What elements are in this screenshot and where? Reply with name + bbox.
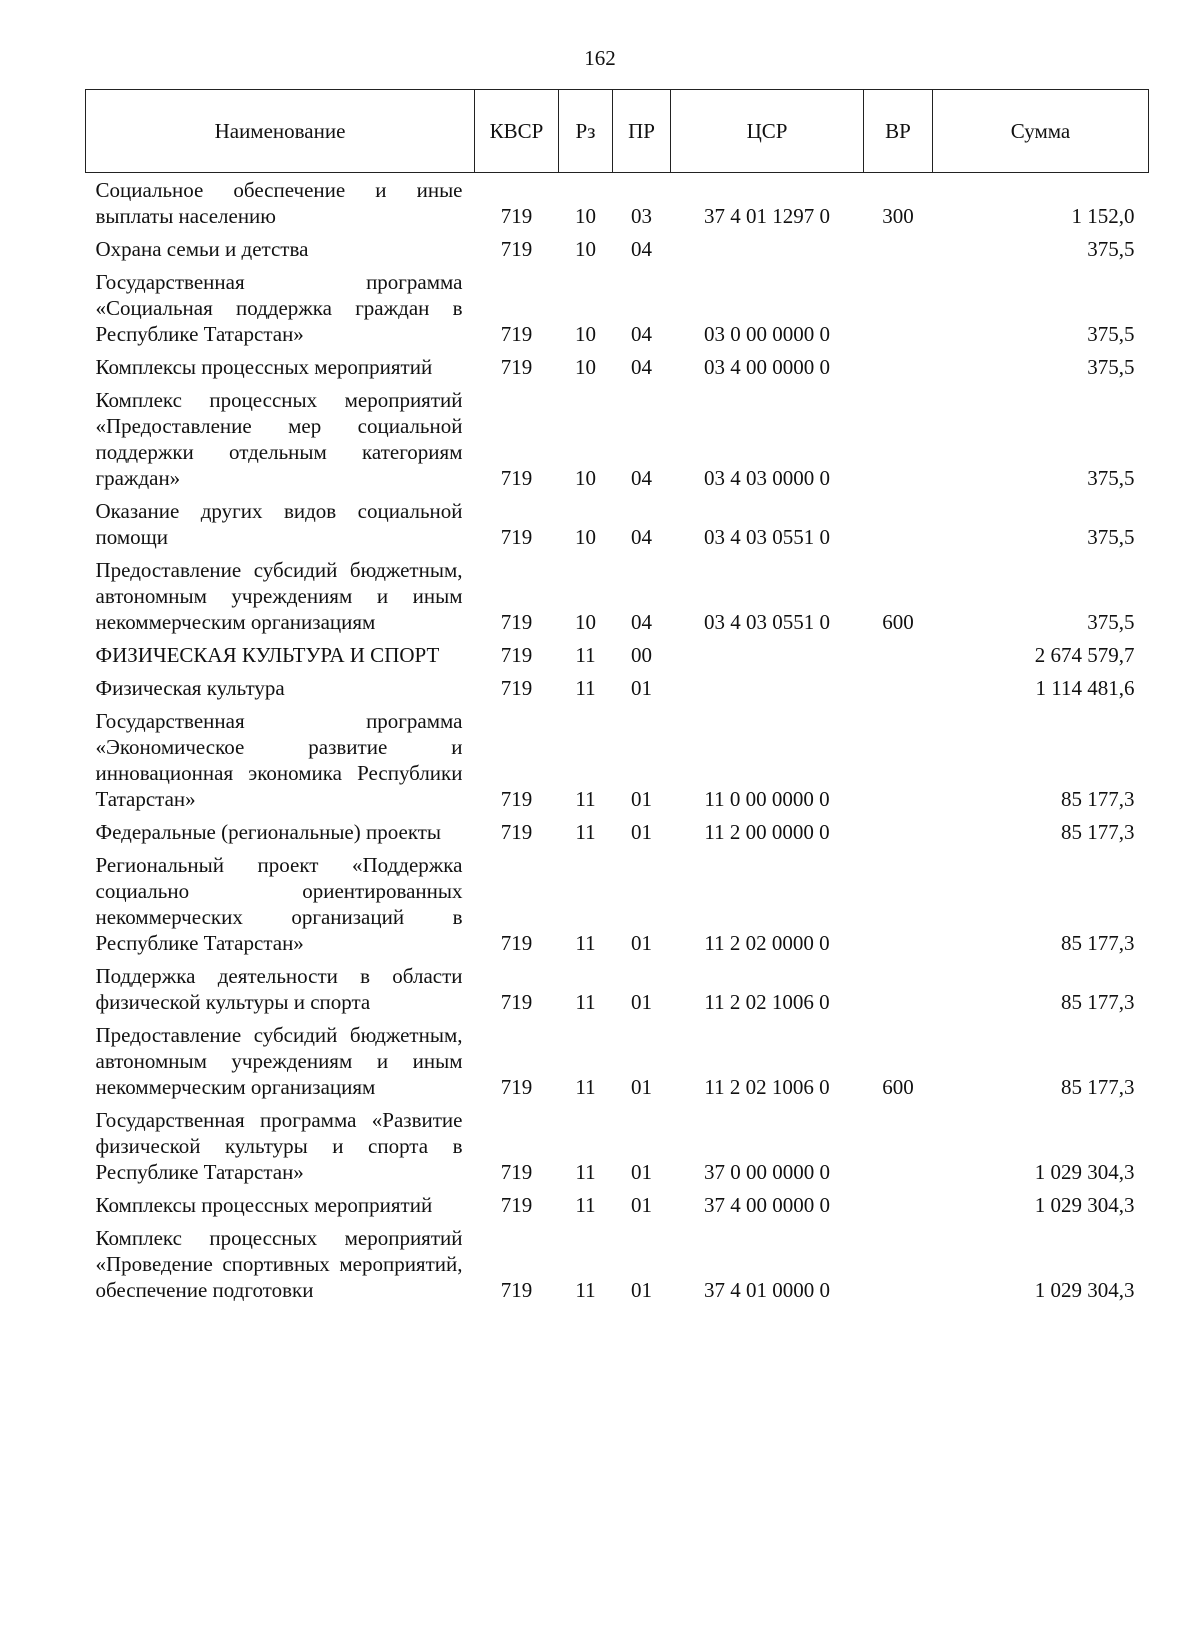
table-row [86, 1188, 1149, 1221]
page-number: 162 [584, 46, 616, 70]
row-pr-cell: 04 [631, 525, 652, 549]
row-name-cell: Предоставление субсидий бюджетным, автономным учреждениям и иным некоммерческим организациям [95, 1023, 463, 1099]
row-name-cell: Предоставление субсидий бюджетным, автономным учреждениям и иным некоммерческим организациям [95, 558, 463, 634]
row-rz-cell: 11 [575, 643, 596, 667]
row-sum-cell: 1 029 304,3 [1034, 1160, 1135, 1184]
row-name-cell: Поддержка деятельности в области физической культуры и спорта [95, 964, 463, 1014]
row-pr-cell: 00 [631, 643, 652, 667]
row-sum-cell: 375,5 [1087, 466, 1135, 490]
row-kvsr-cell: 719 [500, 1075, 533, 1099]
row-sum-cell: 1 029 304,3 [1034, 1193, 1135, 1217]
column-header-rz: Рз [559, 90, 613, 173]
row-name-cell: Комплекс процессных мероприятий «Предоставление мер социальной поддержки отдельным категориям граждан» [95, 388, 463, 490]
column-header-name: Наименование [86, 90, 475, 173]
row-csr-cell [671, 671, 864, 704]
row-rz-cell: 10 [575, 322, 596, 346]
row-csr-cell: 03 4 03 0000 0 [704, 466, 830, 490]
table-row [86, 671, 1149, 704]
row-name-cell: Социальное обеспечение и иные выплаты населению [95, 178, 463, 228]
row-rz-cell: 11 [575, 1193, 596, 1217]
row-csr-cell: 37 4 01 1297 0 [704, 204, 830, 228]
row-name-cell: Физическая культура [95, 676, 285, 700]
row-pr-cell: 04 [631, 237, 652, 261]
column-header-kvsr: КВСР [475, 90, 559, 173]
table-row [86, 815, 1149, 848]
row-vr-cell [864, 671, 933, 704]
row-kvsr-cell: 719 [500, 820, 533, 844]
row-sum-cell: 85 177,3 [1061, 990, 1135, 1014]
row-kvsr-cell: 719 [500, 990, 533, 1014]
row-pr-cell: 04 [631, 355, 652, 379]
row-vr-cell [864, 383, 933, 494]
row-sum-cell: 85 177,3 [1061, 820, 1135, 844]
row-kvsr-cell: 719 [500, 322, 533, 346]
column-header-sum: Сумма [933, 90, 1149, 173]
row-sum-cell: 375,5 [1087, 525, 1135, 549]
row-rz-cell: 10 [575, 204, 596, 228]
row-rz-cell: 11 [575, 820, 596, 844]
row-vr-cell [864, 350, 933, 383]
row-csr-cell: 37 0 00 0000 0 [704, 1160, 830, 1184]
row-vr-cell [864, 1188, 933, 1221]
row-pr-cell: 01 [631, 931, 652, 955]
row-kvsr-cell: 719 [500, 355, 533, 379]
table-row [86, 232, 1149, 265]
row-sum-cell: 85 177,3 [1061, 931, 1135, 955]
row-vr-cell [864, 638, 933, 671]
budget-table [85, 89, 1149, 1306]
table-row [86, 704, 1149, 815]
row-vr-cell [864, 494, 933, 553]
row-vr-cell [864, 232, 933, 265]
row-vr-cell [864, 959, 933, 1018]
row-csr-cell: 03 0 00 0000 0 [704, 322, 830, 346]
row-pr-cell: 01 [631, 820, 652, 844]
row-vr-cell [864, 1103, 933, 1188]
row-csr-cell [671, 232, 864, 265]
row-vr-cell: 300 [882, 204, 914, 228]
row-name-cell: Комплекс процессных мероприятий «Проведение спортивных мероприятий, обеспечение подготовки [95, 1226, 463, 1302]
row-sum-cell: 1 029 304,3 [1034, 1278, 1135, 1302]
row-name-cell: Комплексы процессных мероприятий [95, 355, 433, 379]
row-rz-cell: 10 [575, 525, 596, 549]
row-csr-cell: 11 2 00 0000 0 [704, 820, 830, 844]
row-pr-cell: 01 [631, 1278, 652, 1302]
row-sum-cell: 85 177,3 [1061, 1075, 1135, 1099]
row-csr-cell: 03 4 00 0000 0 [704, 355, 830, 379]
table-row [86, 1221, 1149, 1306]
row-pr-cell: 01 [631, 1193, 652, 1217]
row-name-cell: Комплексы процессных мероприятий [95, 1193, 433, 1217]
row-kvsr-cell: 719 [500, 1278, 533, 1302]
row-rz-cell: 11 [575, 931, 596, 955]
row-kvsr-cell: 719 [500, 610, 533, 634]
row-rz-cell: 11 [575, 1278, 596, 1302]
row-csr-cell: 03 4 03 0551 0 [704, 610, 830, 634]
row-rz-cell: 10 [575, 466, 596, 490]
row-sum-cell: 375,5 [1087, 322, 1135, 346]
row-pr-cell: 01 [631, 1075, 652, 1099]
row-pr-cell: 03 [631, 204, 652, 228]
row-name-cell: Государственная программа «Социальная поддержка граждан в Республике Татарстан» [95, 270, 463, 346]
row-vr-cell: 600 [882, 610, 914, 634]
column-header-csr: ЦСР [671, 90, 864, 173]
row-kvsr-cell: 719 [500, 1193, 533, 1217]
row-sum-cell: 375,5 [1087, 237, 1135, 261]
table-row [86, 1018, 1149, 1103]
row-rz-cell: 11 [575, 787, 596, 811]
row-vr-cell [864, 848, 933, 959]
row-csr-cell: 03 4 03 0551 0 [704, 525, 830, 549]
table-row [86, 265, 1149, 350]
table-row [86, 383, 1149, 494]
row-sum-cell: 2 674 579,7 [1034, 643, 1135, 667]
row-name-cell: Оказание других видов социальной помощи [95, 499, 463, 549]
row-csr-cell: 11 0 00 0000 0 [704, 787, 830, 811]
row-pr-cell: 04 [631, 466, 652, 490]
row-pr-cell: 01 [631, 787, 652, 811]
row-vr-cell [864, 1221, 933, 1306]
row-pr-cell: 01 [631, 1160, 652, 1184]
row-name-cell: ФИЗИЧЕСКАЯ КУЛЬТУРА И СПОРТ [95, 643, 440, 667]
table-row [86, 848, 1149, 959]
row-sum-cell: 375,5 [1087, 610, 1135, 634]
row-rz-cell: 11 [575, 1075, 596, 1099]
row-kvsr-cell: 719 [500, 466, 533, 490]
row-vr-cell [864, 815, 933, 848]
row-name-cell: Государственная программа «Развитие физической культуры и спорта в Республике Татарстан» [95, 1108, 463, 1184]
row-csr-cell: 11 2 02 1006 0 [704, 990, 830, 1014]
row-name-cell: Региональный проект «Поддержка социально ориентированных некоммерческих организаций в Республике Татарстан» [95, 853, 463, 955]
row-kvsr-cell: 719 [500, 1160, 533, 1184]
row-kvsr-cell: 719 [500, 525, 533, 549]
table-row [86, 1103, 1149, 1188]
table-row [86, 553, 1149, 638]
row-rz-cell: 10 [575, 237, 596, 261]
row-vr-cell: 600 [882, 1075, 914, 1099]
row-kvsr-cell: 719 [500, 676, 533, 700]
row-rz-cell: 11 [575, 990, 596, 1014]
table-row [86, 494, 1149, 553]
row-sum-cell: 1 114 481,6 [1035, 676, 1135, 700]
row-name-cell: Федеральные (региональные) проекты [95, 820, 442, 844]
table-row [86, 173, 1149, 233]
table-body [86, 173, 1149, 1307]
row-sum-cell: 1 152,0 [1071, 204, 1135, 228]
row-kvsr-cell: 719 [500, 787, 533, 811]
row-kvsr-cell: 719 [500, 237, 533, 261]
row-vr-cell [864, 265, 933, 350]
row-csr-cell: 11 2 02 0000 0 [704, 931, 830, 955]
row-kvsr-cell: 719 [500, 204, 533, 228]
row-name-cell: Государственная программа «Экономическое развитие и инновационная экономика Республики Татарстан» [95, 709, 463, 811]
row-pr-cell: 01 [631, 676, 652, 700]
row-rz-cell: 10 [575, 610, 596, 634]
row-rz-cell: 11 [575, 676, 596, 700]
row-csr-cell [671, 638, 864, 671]
row-rz-cell: 11 [575, 1160, 596, 1184]
row-csr-cell: 11 2 02 1006 0 [704, 1075, 830, 1099]
row-kvsr-cell: 719 [500, 643, 533, 667]
table-row [86, 638, 1149, 671]
row-kvsr-cell: 719 [500, 931, 533, 955]
table-row [86, 350, 1149, 383]
row-pr-cell: 04 [631, 610, 652, 634]
column-header-pr: ПР [613, 90, 671, 173]
row-pr-cell: 01 [631, 990, 652, 1014]
table-header-row [86, 90, 1149, 173]
row-sum-cell: 375,5 [1087, 355, 1135, 379]
row-pr-cell: 04 [631, 322, 652, 346]
table-row [86, 959, 1149, 1018]
row-csr-cell: 37 4 01 0000 0 [704, 1278, 830, 1302]
row-sum-cell: 85 177,3 [1061, 787, 1135, 811]
row-csr-cell: 37 4 00 0000 0 [704, 1193, 830, 1217]
row-rz-cell: 10 [575, 355, 596, 379]
row-name-cell: Охрана семьи и детства [95, 237, 309, 261]
row-vr-cell [864, 704, 933, 815]
column-header-vr: ВР [864, 90, 933, 173]
